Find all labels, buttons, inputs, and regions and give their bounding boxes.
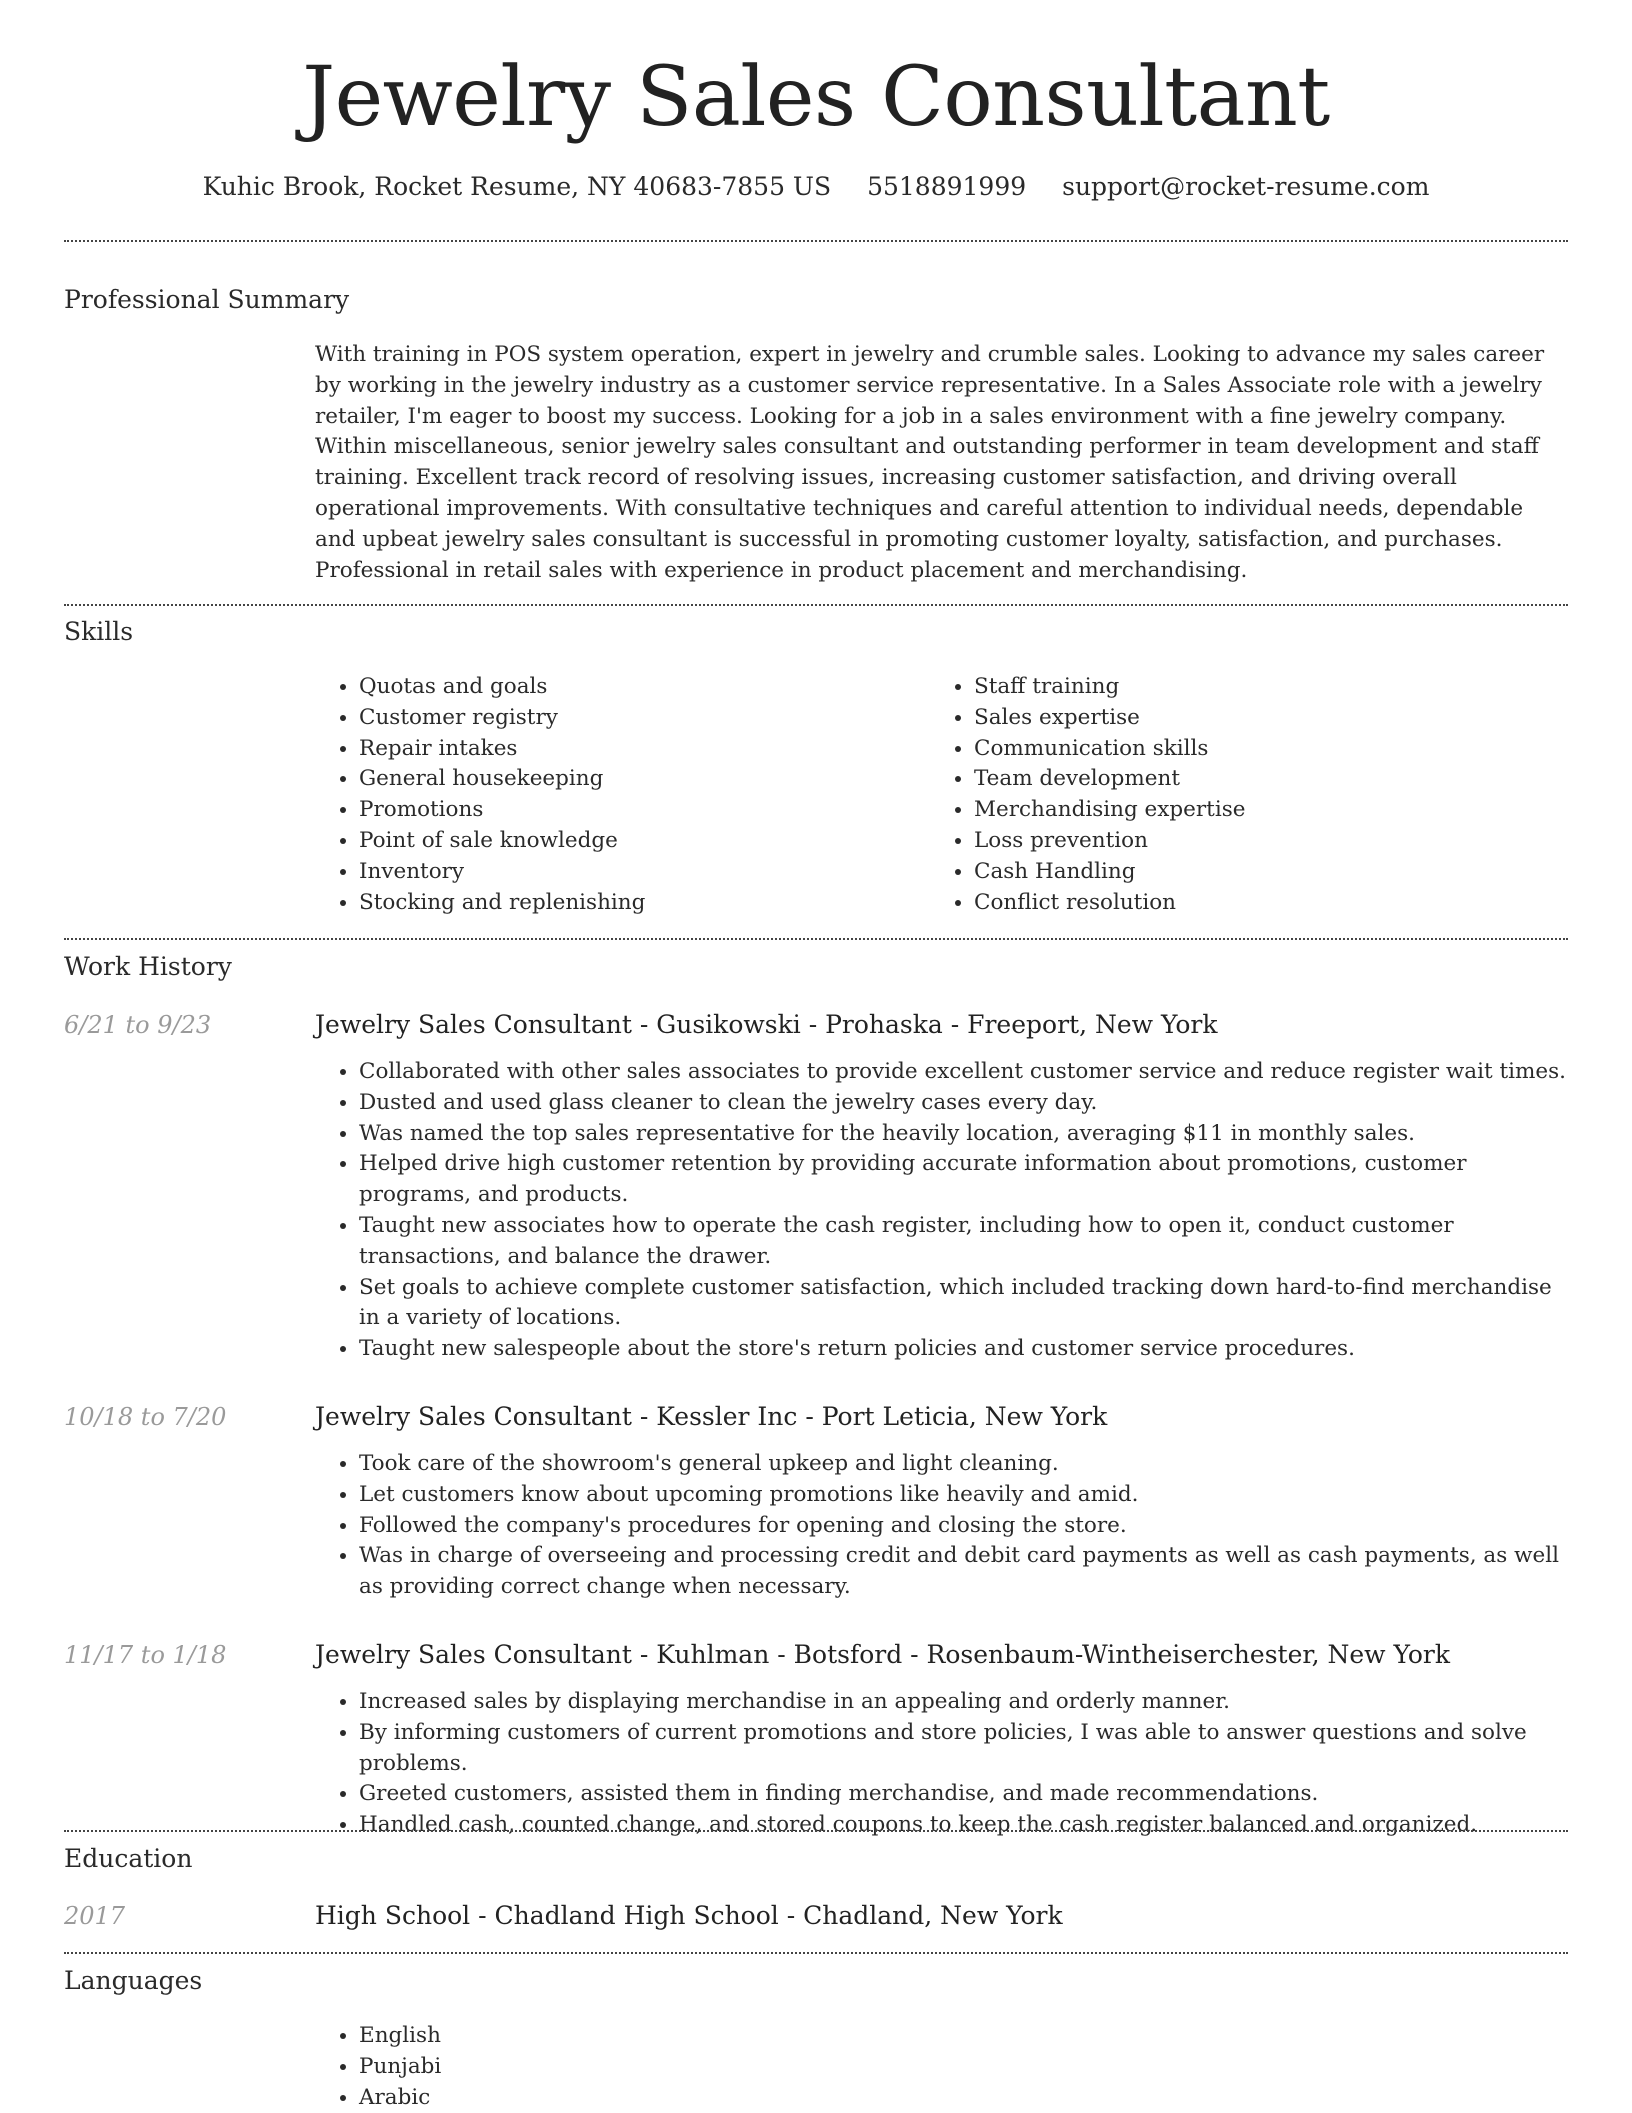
duty-item: • Set goals to achieve complete customer satisfaction, which included tracking down hard-to-find merchandise in a variety of locations.	[359, 1273, 1568, 1335]
section-divider	[64, 1830, 1568, 1832]
duty-item: • Let customers know about upcoming promotions like heavily and amid.	[359, 1480, 1568, 1511]
duty-item: • Took care of the showroom's general upkeep and light cleaning.	[359, 1449, 1568, 1480]
job-entry	[315, 1009, 1568, 1365]
job-title: Jewelry Sales Consultant - Kessler Inc - Port Leticia, New York	[315, 1402, 1108, 1431]
skills-column-left	[315, 672, 915, 918]
section-divider	[64, 604, 1568, 606]
skill-item: • Point of sale knowledge	[359, 826, 915, 857]
education-entry	[315, 1900, 1568, 1932]
contact-phone: 5518891999	[867, 172, 1027, 201]
contact-line	[0, 170, 1632, 204]
section-divider	[64, 240, 1568, 242]
summary-text: With training in POS system operation, expert in jewelry and crumble sales. Looking to advance my sales career by working in the jewelry industry as a customer service representative. In a Sales Associate role with a jewelry retailer, I'm eager to boost my success. Looking for a job in a sales environment with a fine jewelry company. Within miscellaneous, senior jewelry sales consultant and outstanding performer in team development and staff training. Excellent track record of resolving issues, increasing customer satisfaction, and driving overall operational improvements. With consultative techniques and careful attention to individual needs, dependable and upbeat jewelry sales consultant is successful in promoting customer loyalty, satisfaction, and purchases. Professional in retail sales with experience in product placement and merchandising.	[315, 342, 1545, 583]
work-section-title: Work History	[64, 952, 232, 981]
skill-item: • Promotions	[359, 795, 915, 826]
duty-item: • Increased sales by displaying merchandise in an appealing and orderly manner.	[359, 1687, 1568, 1718]
languages-section-title: Languages	[64, 1966, 203, 1995]
contact-address: Kuhic Brook, Rocket Resume, NY 40683-7855 US	[202, 172, 832, 201]
job-dates: 11/17 to 1/18	[64, 1641, 227, 1669]
duty-item: • Collaborated with other sales associates to provide excellent customer service and reduce register wait times.	[359, 1057, 1568, 1088]
job-duties	[315, 1057, 1568, 1365]
duty-item: • Taught new salespeople about the store's return policies and customer service procedures.	[359, 1334, 1568, 1365]
candidate-name: Jewelry Sales Consultant	[302, 50, 1330, 145]
skill-item: • Customer registry	[359, 703, 915, 734]
skill-item: • Quotas and goals	[359, 672, 915, 703]
skill-item: • Cash Handling	[974, 857, 1530, 888]
language-item: • English	[359, 2021, 1568, 2052]
duty-item: • Dusted and used glass cleaner to clean the jewelry cases every day.	[359, 1088, 1568, 1119]
job-dates: 6/21 to 9/23	[64, 1011, 212, 1039]
skill-item: • Staff training	[974, 672, 1530, 703]
job-dates: 10/18 to 7/20	[64, 1403, 227, 1431]
job-entry	[315, 1401, 1568, 1603]
education-section-title: Education	[64, 1844, 193, 1873]
skills-section-title: Skills	[64, 617, 134, 646]
resume-header	[0, 0, 1632, 204]
languages-content	[315, 2021, 1568, 2113]
skills-column-right	[930, 672, 1530, 918]
skill-item: • Merchandising expertise	[974, 795, 1530, 826]
skill-item: • Sales expertise	[974, 703, 1530, 734]
language-item: • Punjabi	[359, 2052, 1568, 2083]
job-duties	[315, 1687, 1568, 1841]
job-title: Jewelry Sales Consultant - Gusikowski - Prohaska - Freeport, New York	[315, 1010, 1218, 1039]
languages-list	[315, 2021, 1568, 2113]
language-item: • Arabic	[359, 2083, 1568, 2113]
summary-content	[315, 340, 1568, 586]
summary-section-title: Professional Summary	[64, 285, 350, 314]
duty-item: • Greeted customers, assisted them in finding merchandise, and made recommendations.	[359, 1779, 1568, 1810]
skill-item: • Repair intakes	[359, 734, 915, 765]
contact-email: support@rocket-resume.com	[1062, 172, 1430, 201]
duty-item: • Helped drive high customer retention by providing accurate information about promotions, customer programs, and products.	[359, 1149, 1568, 1211]
skill-item: • Conflict resolution	[974, 888, 1530, 919]
skills-list-left	[315, 672, 915, 918]
education-title: High School - Chadland High School - Chadland, New York	[315, 1901, 1063, 1930]
skill-item: • Stocking and replenishing	[359, 888, 915, 919]
duty-item: • Followed the company's procedures for opening and closing the store.	[359, 1511, 1568, 1542]
job-duties	[315, 1449, 1568, 1603]
duty-item: • Taught new associates how to operate the cash register, including how to open it, conduct customer transactions, and balance the drawer.	[359, 1211, 1568, 1273]
skill-item: • Loss prevention	[974, 826, 1530, 857]
duty-item: • Was named the top sales representative for the heavily location, averaging $11 in monthly sales.	[359, 1119, 1568, 1150]
duty-item: • Handled cash, counted change, and stored coupons to keep the cash register balanced and organized.	[359, 1810, 1568, 1841]
section-divider	[64, 938, 1568, 940]
skill-item: • Communication skills	[974, 734, 1530, 765]
job-title: Jewelry Sales Consultant - Kuhlman - Botsford - Rosenbaum-Wintheiserchester, New York	[315, 1640, 1450, 1669]
section-divider	[64, 1952, 1568, 1954]
skill-item: • Team development	[974, 764, 1530, 795]
duty-item: • Was in charge of overseeing and processing credit and debit card payments as well as cash payments, as well as providing correct change when necessary.	[359, 1541, 1568, 1603]
duty-item: • By informing customers of current promotions and store policies, I was able to answer questions and solve problems.	[359, 1718, 1568, 1780]
education-date: 2017	[64, 1902, 126, 1930]
job-entry	[315, 1639, 1568, 1841]
skill-item: • General housekeeping	[359, 764, 915, 795]
skills-list-right	[930, 672, 1530, 918]
skill-item: • Inventory	[359, 857, 915, 888]
